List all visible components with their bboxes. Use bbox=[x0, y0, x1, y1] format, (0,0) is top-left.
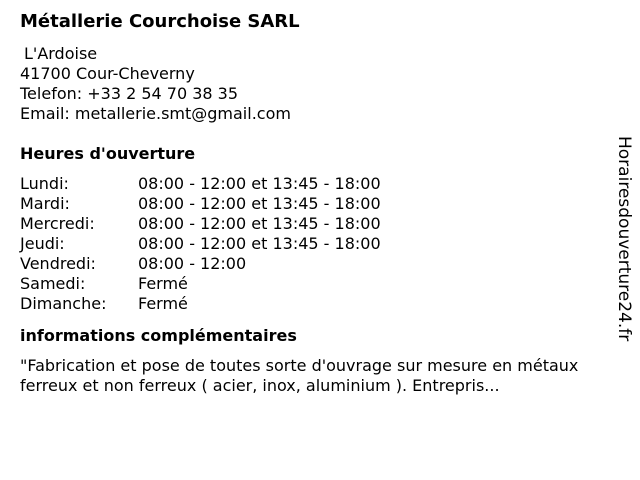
hours-day: Dimanche: bbox=[20, 294, 107, 313]
hours-row-vendredi bbox=[20, 254, 620, 274]
hours-row-mercredi bbox=[20, 214, 620, 234]
hours-time: 08:00 - 12:00 et 13:45 - 18:00 bbox=[138, 174, 381, 193]
hours-time: 08:00 - 12:00 bbox=[138, 254, 247, 273]
hours-time: Fermé bbox=[138, 274, 188, 293]
hours-day: Mercredi: bbox=[20, 214, 95, 233]
contact-block bbox=[20, 44, 620, 124]
hours-day: Lundi: bbox=[20, 174, 69, 193]
phone-number: Telefon: +33 2 54 70 38 35 bbox=[20, 84, 239, 103]
opening-hours-heading: Heures d'ouverture bbox=[20, 144, 196, 163]
hours-time: Fermé bbox=[138, 294, 188, 313]
hours-day: Vendredi: bbox=[20, 254, 96, 273]
hours-row-lundi bbox=[20, 174, 620, 194]
opening-hours-list bbox=[20, 174, 620, 314]
hours-time: 08:00 - 12:00 et 13:45 - 18:00 bbox=[138, 194, 381, 213]
hours-time: 08:00 - 12:00 et 13:45 - 18:00 bbox=[138, 234, 381, 253]
site-watermark: Horairesdouverture24.fr bbox=[614, 136, 634, 342]
address-street: L'Ardoise bbox=[24, 44, 98, 63]
hours-day: Samedi: bbox=[20, 274, 86, 293]
hours-time: 08:00 - 12:00 et 13:45 - 18:00 bbox=[138, 214, 381, 233]
hours-day: Jeudi: bbox=[20, 234, 65, 253]
hours-row-dimanche bbox=[20, 294, 620, 314]
email-address: Email: metallerie.smt@gmail.com bbox=[20, 104, 291, 123]
hours-row-mardi bbox=[20, 194, 620, 214]
additional-info-heading: informations complémentaires bbox=[20, 326, 297, 345]
hours-row-samedi bbox=[20, 274, 620, 294]
business-card bbox=[20, 10, 620, 396]
business-description: "Fabrication et pose de toutes sorte d'ouvrage sur mesure en métaux ferreux et non ferreux ( acier, inox, aluminium ). Entrepris... bbox=[20, 356, 579, 395]
hours-row-jeudi bbox=[20, 234, 620, 254]
business-name: Métallerie Courchoise SARL bbox=[20, 11, 300, 32]
address-city: 41700 Cour-Cheverny bbox=[20, 64, 195, 83]
hours-day: Mardi: bbox=[20, 194, 70, 213]
